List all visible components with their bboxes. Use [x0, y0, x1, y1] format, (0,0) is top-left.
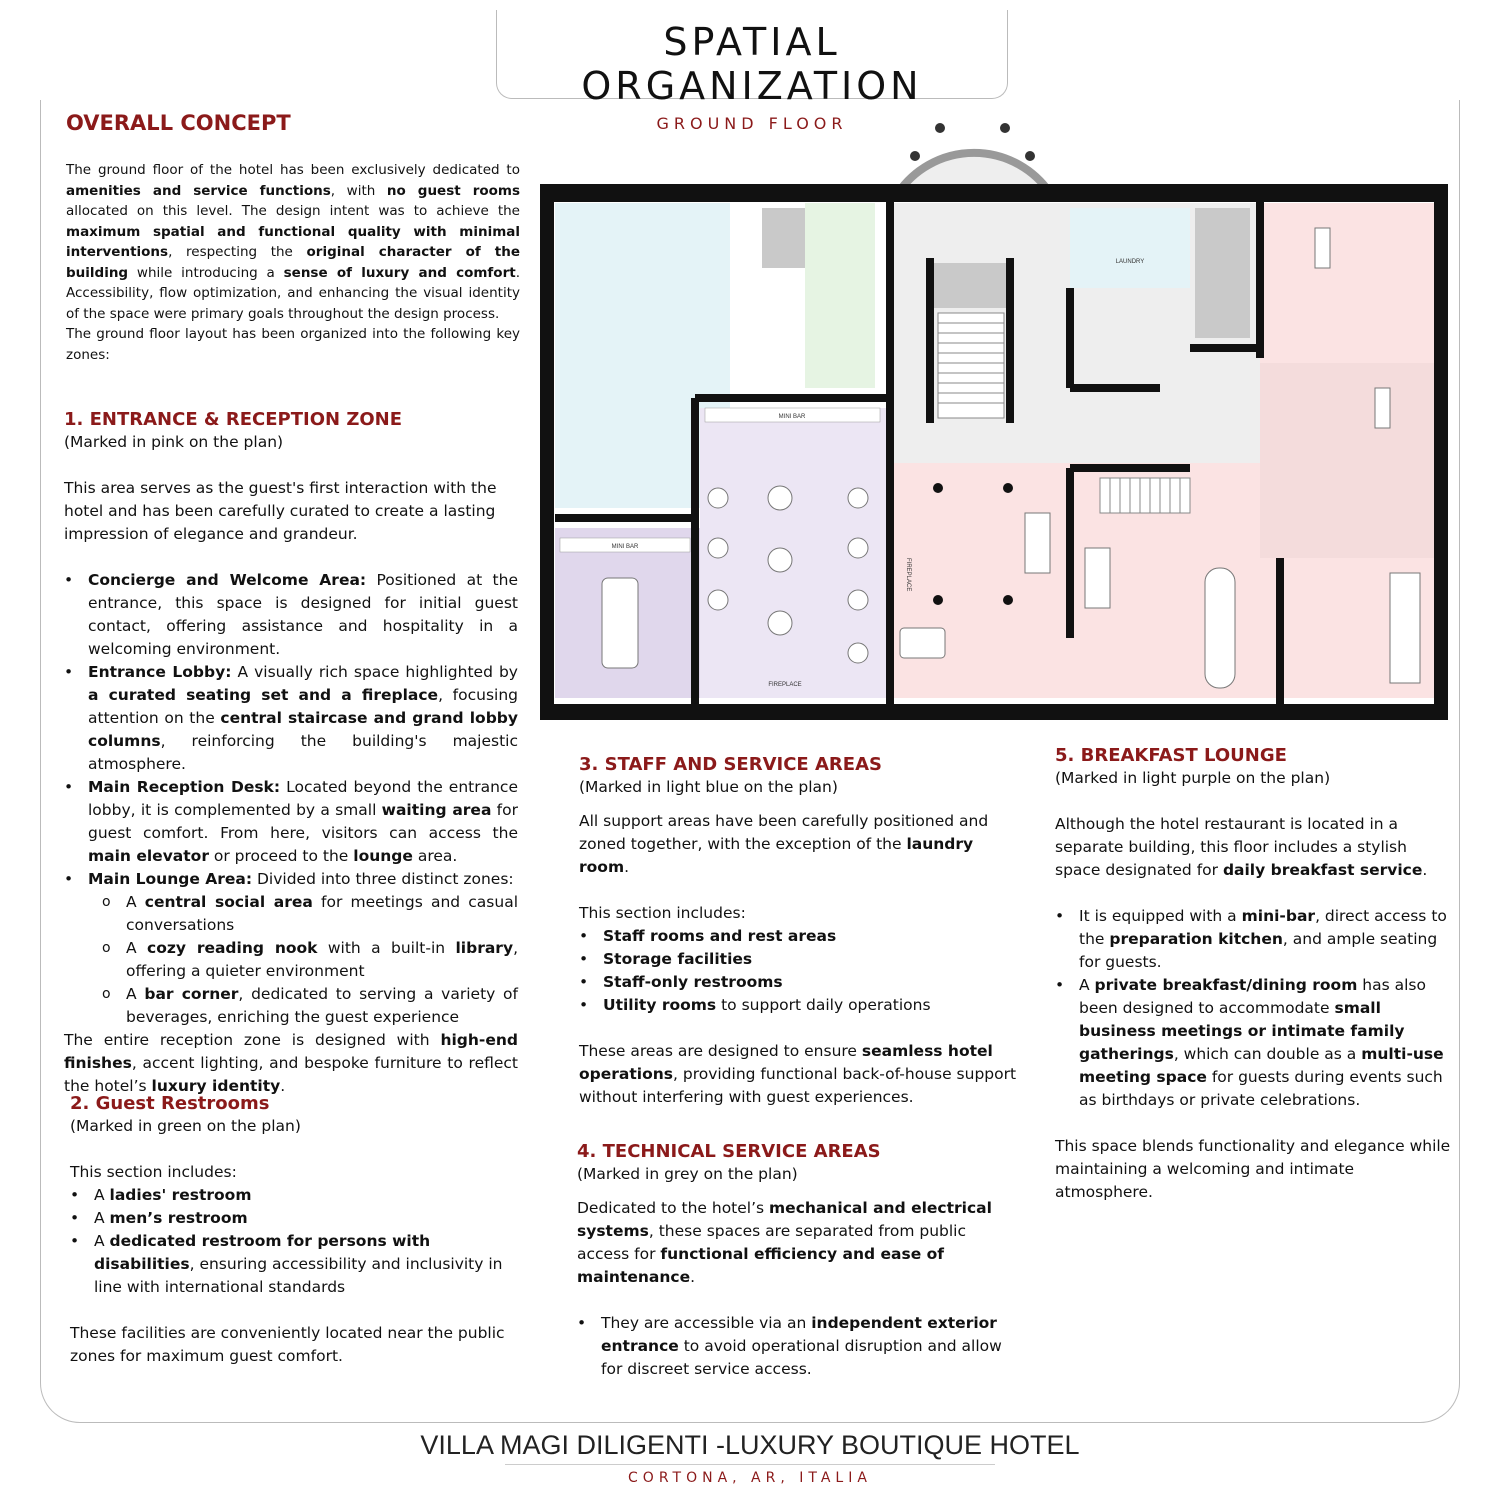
list-item: • Staff-only restrooms: [579, 971, 1019, 994]
fireplace-label-2: FIREPLACE: [905, 558, 911, 592]
zone3-section: [579, 753, 1019, 1109]
list-item: o A bar corner, dedicated to serving a variety of beverages, enriching the guest experience: [102, 983, 518, 1029]
zone2-marker: (Marked in green on the plan): [70, 1117, 301, 1135]
ground-floor-plan: [540, 108, 1448, 720]
intro-paragraph-2: The ground floor layout has been organized into the following key zones:: [66, 326, 520, 363]
lobby-column: [933, 595, 943, 605]
zone4-heading: 4. TECHNICAL SERVICE AREAS: [577, 1141, 881, 1162]
zone1-heading: 1. ENTRANCE & RECEPTION ZONE: [64, 409, 403, 430]
zone5-section: [1055, 744, 1455, 1204]
elevator-grey: [930, 263, 1010, 308]
zone3-marker: (Marked in light blue on the plan): [579, 778, 838, 796]
overall-concept-heading: OVERALL CONCEPT: [66, 111, 291, 135]
zone2-intro: This section includes:: [70, 1163, 237, 1181]
zone3-intro: This section includes:: [579, 904, 746, 922]
page-subtitle: GROUND FLOOR: [656, 114, 848, 133]
fireplace-label-1: FIREPLACE: [768, 682, 802, 688]
list-item: • Entrance Lobby: A visually rich space highlighted by a curated seating set and a fireplace, focusing attention on the central staircase and grand lobby columns, reinforcing the building's majestic atmosphere.: [64, 661, 518, 776]
column: [1000, 123, 1010, 133]
zone2-closing: These facilities are conveniently located near the public zones for maximum guest comfort.: [70, 1324, 505, 1365]
list-item: • A men’s restroom: [70, 1207, 520, 1230]
list-item: • A ladies' restroom: [70, 1184, 520, 1207]
zone1-marker: (Marked in pink on the plan): [64, 433, 284, 451]
zone5-heading: 5. BREAKFAST LOUNGE: [1055, 745, 1287, 766]
list-item: • A private breakfast/dining room has also been designed to accommodate small business meetings or intimate family gatherings, which can double as a multi-use meeting space for guests during events such as birthdays or private celebrations.: [1055, 974, 1455, 1112]
column: [935, 123, 945, 133]
list-item: • Concierge and Welcome Area: Positioned at the entrance, this space is designed for initial guest contact, offering assistance and hospitality in a welcoming environment.: [64, 569, 518, 661]
list-item: • Main Lounge Area: Divided into three distinct zones:: [64, 868, 518, 891]
lobby-column: [1003, 595, 1013, 605]
zone4-description: Dedicated to the hotel’s mechanical and electrical systems, these spaces are separated from public access for functional efficiency and ease of maintenance.: [577, 1199, 992, 1286]
zone4-list: [577, 1312, 1017, 1381]
list-item: • Storage facilities: [579, 948, 1019, 971]
zone1-list: [64, 569, 518, 891]
zone1-closing: The entire reception zone is designed with high-end finishes, accent lighting, and bespoke furniture to reflect the hotel’s luxury identity.: [64, 1031, 518, 1095]
zone3-description: All support areas have been carefully positioned and zoned together, with the exception of the laundry room.: [579, 812, 989, 876]
laundry-label: LAUNDRY: [1115, 259, 1145, 265]
left-column: [66, 112, 520, 365]
zone3-list: [579, 925, 1019, 1017]
zone4-section: [577, 1140, 1017, 1381]
zone1-description: This area serves as the guest's first interaction with the hotel and has been carefully curated to create a lasting impression of elegance and grandeur.: [64, 479, 497, 543]
list-item: • Utility rooms to support daily operations: [579, 994, 1019, 1017]
lobby-column: [933, 483, 943, 493]
zone4-marker: (Marked in grey on the plan): [577, 1165, 798, 1183]
zone5-list: [1055, 905, 1455, 1112]
zone-lounge-center: [1260, 363, 1440, 558]
zone3-heading: 3. STAFF AND SERVICE AREAS: [579, 754, 882, 775]
title-box: [496, 10, 1008, 133]
zone2-heading: 2. Guest Restrooms: [70, 1093, 270, 1114]
footer-subtitle: CORTONA, AR, ITALIA: [628, 1470, 872, 1486]
list-item: o A central social area for meetings and casual conversations: [102, 891, 518, 937]
zone5-marker: (Marked in light purple on the plan): [1055, 769, 1331, 787]
service-staircase: [1100, 478, 1190, 513]
zone-restroom-green: [805, 203, 875, 388]
footer-divider: [505, 1464, 995, 1465]
minibar-label-2: MINI BAR: [611, 544, 639, 550]
intro-paragraph: The ground floor of the hotel has been exclusively dedicated to amenities and service functions, with no guest rooms allocated on this level. The design intent was to achieve the maximum spatial and functional quality with minimal interventions, respecting the original character of the building while introducing a sense of luxury and comfort. Accessibility, flow optimization, and enhancing the visual identity of the space were primary goals throughout the design process.: [66, 162, 521, 322]
footer-title: VILLA MAGI DILIGENTI -LUXURY BOUTIQUE HOTEL: [420, 1430, 1080, 1460]
zone5-description: Although the hotel restaurant is located in a separate building, this floor includes a stylish space designated for daily breakfast service.: [1055, 815, 1428, 879]
lobby-column: [1003, 483, 1013, 493]
zone1-section: [64, 408, 518, 1098]
zone3-closing: These areas are designed to ensure seamless hotel operations, providing functional back-of-house support without interfering with guest experiences.: [579, 1042, 1017, 1106]
list-item: • A dedicated restroom for persons with disabilities, ensuring accessibility and inclusivity in line with international standards: [70, 1230, 520, 1299]
laundry-room: [1070, 208, 1190, 288]
zone-technical-grey-2: [762, 208, 805, 268]
central-staircase: [938, 313, 1004, 418]
zone1-sublist: [64, 891, 518, 1029]
column: [910, 151, 920, 161]
zone-technical-grey: [1195, 208, 1250, 338]
list-item: • Staff rooms and rest areas: [579, 925, 1019, 948]
list-item: • They are accessible via an independent exterior entrance to avoid operational disruption and allow for discreet service access.: [577, 1312, 1017, 1381]
zone2-section: [70, 1092, 520, 1368]
zone2-list: [70, 1184, 520, 1299]
list-item: • Main Reception Desk: Located beyond the entrance lobby, it is complemented by a small waiting area for guest comfort. From here, visitors can access the main elevator or proceed to the lounge area.: [64, 776, 518, 868]
list-item: o A cozy reading nook with a built-in library, offering a quieter environment: [102, 937, 518, 983]
minibar-label-1: MINI BAR: [778, 414, 806, 420]
list-item: • It is equipped with a mini-bar, direct access to the preparation kitchen, and ample seating for guests.: [1055, 905, 1455, 974]
zone5-closing: This space blends functionality and elegance while maintaining a welcoming and intimate atmosphere.: [1055, 1137, 1451, 1201]
page-title: SPATIAL ORGANIZATION: [581, 20, 923, 108]
column: [1025, 151, 1035, 161]
